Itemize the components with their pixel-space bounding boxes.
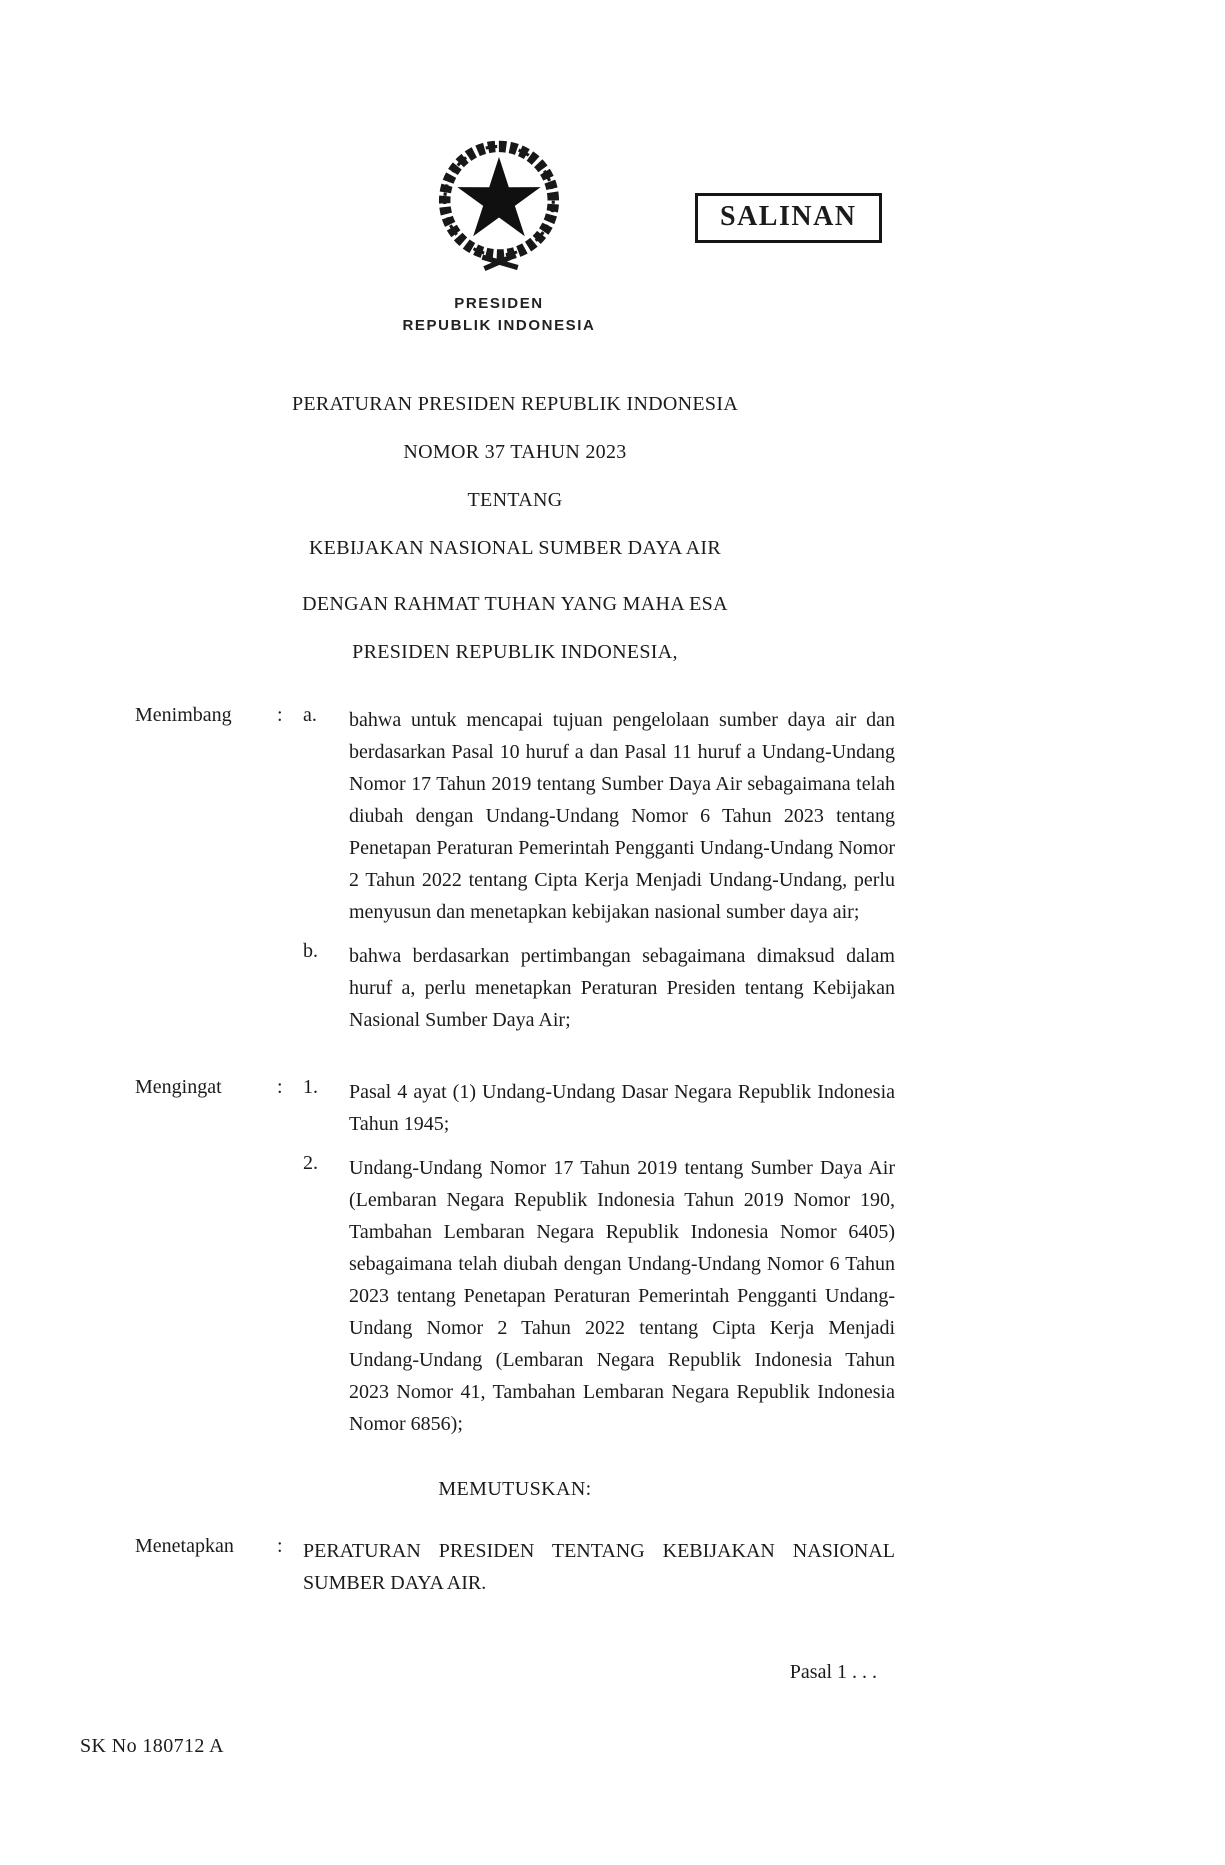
sk-number: SK No 180712 A [80, 1735, 224, 1757]
colon: : [277, 703, 283, 726]
item-marker: b. [303, 939, 318, 962]
mengingat-section [135, 1076, 895, 1440]
colon: : [277, 1075, 283, 1098]
invocation-line: DENGAN RAHMAT TUHAN YANG MAHA ESA [302, 592, 728, 615]
letterhead-line2: REPUBLIK INDONESIA [402, 316, 596, 334]
colon: : [277, 1534, 283, 1557]
item-marker: 2. [303, 1151, 318, 1174]
president-line: PRESIDEN REPUBLIK INDONESIA, [352, 640, 678, 663]
mengingat-item-2 [135, 1152, 895, 1440]
menimbang-section [135, 704, 895, 1036]
salinan-stamp: SALINAN [695, 193, 882, 243]
menetapkan-section [135, 1535, 895, 1599]
presidential-seal-icon [119, 136, 879, 283]
letterhead-line1: PRESIDEN [454, 295, 544, 312]
item-text: bahwa berdasarkan pertimbangan sebagaimana dimaksud dalam huruf a, perlu menetapkan Peraturan Presiden tentang Kebijakan Nasional Sumber Daya Air; [349, 944, 895, 1031]
menetapkan-label: Menetapkan [135, 1534, 234, 1557]
menimbang-item-b [135, 940, 895, 1036]
item-marker: 1. [303, 1075, 318, 1098]
regulation-number: NOMOR 37 TAHUN 2023 [403, 440, 627, 463]
item-text: Undang-Undang Nomor 17 Tahun 2019 tentang Sumber Daya Air (Lembaran Negara Republik Indonesia Tahun 2019 Nomor 190, Tambahan Lembaran Negara Republik Indonesia Nomor 6405) sebagaimana telah diubah dengan Undang-Undang Nomor 6 Tahun 2023 tentang Penetapan Peraturan Pemerintah Pengganti Undang-Undang Nomor 2 Tahun 2022 tentang Cipta Kerja Menjadi Undang-Undang (Lembaran Negara Republik Indonesia Tahun 2023 Nomor 41, Tambahan Lembaran Negara Republik Indonesia Nomor 6856); [349, 1156, 895, 1435]
item-text: bahwa untuk mencapai tujuan pengelolaan sumber daya air dan berdasarkan Pasal 10 huruf a dan Pasal 11 huruf a Undang-Undang Nomor 17 Tahun 2019 tentang Sumber Daya Air sebagaimana telah diubah dengan Undang-Undang Nomor 6 Tahun 2023 tentang Penetapan Peraturan Pemerintah Pengganti Undang-Undang Nomor 2 Tahun 2022 tentang Cipta Kerja Menjadi Undang-Undang, perlu menyusun dan menetapkan kebijakan nasional sumber daya air; [349, 708, 895, 923]
regulation-subject: KEBIJAKAN NASIONAL SUMBER DAYA AIR [308, 536, 722, 559]
letterhead [119, 293, 879, 337]
next-page-catchword: Pasal 1 . . . [789, 1660, 877, 1683]
memutuskan-heading: MEMUTUSKAN: [438, 1477, 592, 1500]
mengingat-item-1 [135, 1076, 895, 1140]
mengingat-label: Mengingat [135, 1075, 222, 1098]
regulation-title: PERATURAN PRESIDEN REPUBLIK INDONESIA [291, 392, 739, 415]
title-block [135, 393, 895, 664]
menimbang-item-a [135, 704, 895, 928]
item-text: Pasal 4 ayat (1) Undang-Undang Dasar Negara Republik Indonesia Tahun 1945; [349, 1080, 895, 1135]
item-marker: a. [303, 703, 317, 726]
menetapkan-text: PERATURAN PRESIDEN TENTANG KEBIJAKAN NASIONAL SUMBER DAYA AIR. [303, 1539, 895, 1594]
document-content [135, 0, 895, 1684]
menimbang-label: Menimbang [135, 703, 232, 726]
tentang-label: TENTANG [467, 488, 563, 511]
